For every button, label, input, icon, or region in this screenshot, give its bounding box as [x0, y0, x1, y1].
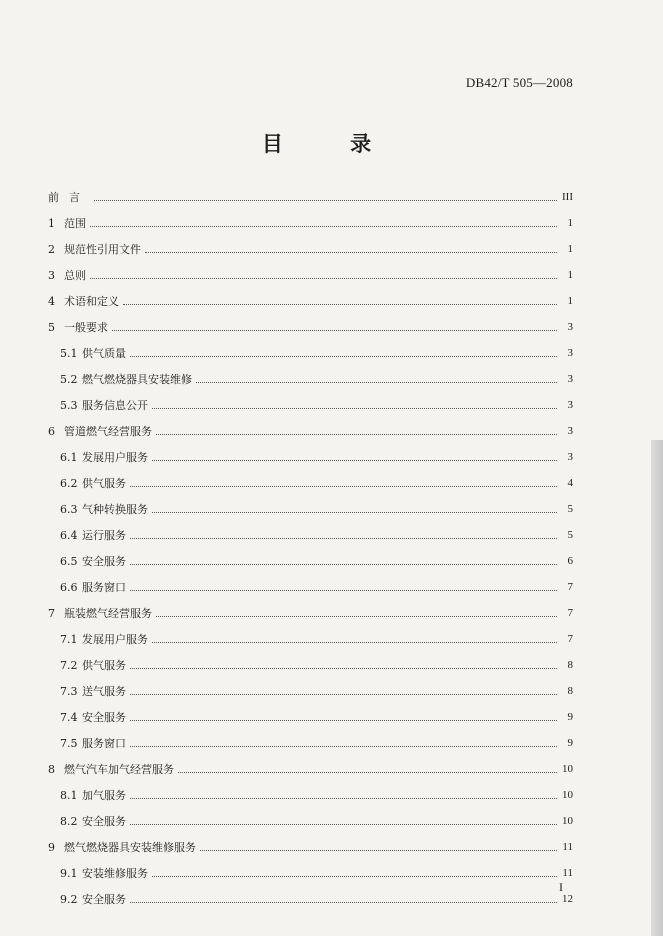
toc-entry-number: 7.5	[60, 736, 78, 750]
toc-leader-dots	[90, 225, 557, 227]
toc-entry-label: 服务信息公开	[82, 399, 148, 412]
toc-entry-label: 总则	[64, 269, 86, 282]
toc-entry-number: 5.3	[60, 398, 78, 412]
toc-entry-label: 供气质量	[82, 347, 126, 360]
toc-entry-number: 9.1	[60, 866, 78, 880]
toc-entry-page: 3	[567, 373, 573, 385]
toc-entry[interactable]	[48, 652, 573, 678]
toc-entry[interactable]	[48, 626, 573, 652]
toc-entry-page: 4	[567, 477, 573, 489]
toc-entry-label: 燃气燃烧器具安装维修	[82, 373, 192, 386]
toc-leader-dots	[152, 875, 557, 877]
toc-leader-dots	[130, 589, 557, 591]
toc-entry[interactable]	[48, 236, 573, 262]
toc-entry[interactable]	[48, 288, 573, 314]
toc-entry-number: 7.3	[60, 684, 78, 698]
toc-entry-page: 8	[567, 659, 573, 671]
toc-leader-dots	[145, 251, 557, 253]
toc-entry-number: 7	[48, 606, 55, 620]
toc-leader-dots	[152, 407, 557, 409]
toc-leader-dots	[130, 823, 557, 825]
toc-entry-page: 3	[567, 321, 573, 333]
toc-entry-label: 术语和定义	[64, 295, 119, 308]
toc-leader-dots	[152, 641, 557, 643]
toc-entry[interactable]	[48, 678, 573, 704]
toc-leader-dots	[130, 537, 557, 539]
toc-entry-number: 5	[48, 320, 55, 334]
toc-entry-number: 8.2	[60, 814, 78, 828]
toc-leader-dots	[156, 433, 557, 435]
toc-entry[interactable]	[48, 262, 573, 288]
toc-leader-dots	[130, 485, 557, 487]
toc-entry-page: 7	[567, 607, 573, 619]
toc-entry-number: 5.2	[60, 372, 78, 386]
toc-entry-label: 一般要求	[64, 321, 108, 334]
toc-entry-page: 3	[567, 347, 573, 359]
toc-entry-label: 规范性引用文件	[64, 243, 141, 256]
toc-entry[interactable]	[48, 730, 573, 756]
toc-title: 目 录	[261, 132, 402, 156]
toc-leader-dots	[152, 511, 557, 513]
toc-leader-dots	[152, 459, 557, 461]
toc-leader-dots	[130, 667, 557, 669]
toc-entry-page: 11	[562, 867, 573, 879]
toc-entry-label: 安装维修服务	[82, 867, 148, 880]
toc-entry-number: 4	[48, 294, 55, 308]
toc-entry[interactable]	[48, 886, 573, 912]
toc-entry-page: 11	[562, 841, 573, 853]
toc-entry[interactable]	[48, 496, 573, 522]
toc-entry-number: 6.5	[60, 554, 78, 568]
toc-entry-number: 9	[48, 840, 55, 854]
toc-entry-page: 5	[567, 503, 573, 515]
toc-entry-number: 8.1	[60, 788, 78, 802]
toc-leader-dots	[130, 745, 557, 747]
toc-entry-page: 1	[567, 243, 573, 255]
toc-entry[interactable]	[48, 366, 573, 392]
toc-entry-number: 3	[48, 268, 55, 282]
toc-entry-label: 安全服务	[82, 893, 126, 906]
toc-entry-number: 6.4	[60, 528, 78, 542]
toc-entry-number: 9.2	[60, 892, 78, 906]
toc-entry-page: 9	[567, 711, 573, 723]
toc-entry[interactable]	[48, 340, 573, 366]
page-number: I	[559, 880, 563, 894]
toc-entry-page: 7	[567, 633, 573, 645]
toc-entry-label: 服务窗口	[82, 581, 126, 594]
toc-entry-number: 7.2	[60, 658, 78, 672]
toc-entry-label: 发展用户服务	[82, 633, 148, 646]
toc-entry-number: 6.1	[60, 450, 78, 464]
toc-entry[interactable]	[48, 418, 573, 444]
toc-entry-number: 6.6	[60, 580, 78, 594]
toc-leader-dots	[130, 563, 557, 565]
toc-leader-dots	[94, 199, 557, 201]
toc-leader-dots	[90, 277, 557, 279]
toc-leader-dots	[130, 355, 557, 357]
toc-entry-page: 8	[567, 685, 573, 697]
toc-entry[interactable]	[48, 704, 573, 730]
toc-entry-label: 安全服务	[82, 815, 126, 828]
toc-entry[interactable]	[48, 184, 573, 210]
toc-entry[interactable]	[48, 600, 573, 626]
toc-entry-number: 7.4	[60, 710, 78, 724]
toc-leader-dots	[130, 693, 557, 695]
toc-entry-label: 发展用户服务	[82, 451, 148, 464]
toc-entry[interactable]	[48, 444, 573, 470]
toc-entry-number: 6.3	[60, 502, 78, 516]
toc-entry-label: 燃气汽车加气经营服务	[64, 763, 174, 776]
toc-entry-page: III	[562, 191, 573, 203]
toc-entry-page: 3	[567, 425, 573, 437]
toc-entry-number: 2	[48, 242, 55, 256]
toc-entry-page: 3	[567, 399, 573, 411]
toc-entry-label: 安全服务	[82, 711, 126, 724]
toc-leader-dots	[130, 797, 557, 799]
toc-leader-dots	[200, 849, 557, 851]
toc-entry[interactable]	[48, 782, 573, 808]
toc-entry-number: 8	[48, 762, 55, 776]
toc-leader-dots	[196, 381, 557, 383]
standard-code: DB42/T 505—2008	[465, 75, 573, 90]
toc-leader-dots	[123, 303, 557, 305]
toc-entry[interactable]	[48, 392, 573, 418]
toc-entry[interactable]	[48, 756, 573, 782]
toc-entry-number: 7.1	[60, 632, 78, 646]
toc-entry[interactable]	[48, 548, 573, 574]
toc-entry-page: 12	[562, 893, 573, 905]
toc-entry-page: 5	[567, 529, 573, 541]
toc-entry-label: 管道燃气经营服务	[64, 425, 152, 438]
toc-entry-label: 服务窗口	[82, 737, 126, 750]
toc-leader-dots	[112, 329, 557, 331]
toc-entry[interactable]	[48, 210, 573, 236]
toc-entry-number: 5.1	[60, 346, 78, 360]
toc-entry-label: 送气服务	[82, 685, 126, 698]
toc-entry-page: 6	[567, 555, 573, 567]
toc-entry-number: 6.2	[60, 476, 78, 490]
toc-entry-label: 安全服务	[82, 555, 126, 568]
scroll-edge	[651, 440, 663, 936]
toc-entry[interactable]	[48, 314, 573, 340]
toc-entry-page: 1	[567, 295, 573, 307]
toc-entry-page: 1	[567, 269, 573, 281]
toc-entry-label: 瓶装燃气经营服务	[64, 607, 152, 620]
toc-entry-label: 加气服务	[82, 789, 126, 802]
toc-entry-page: 3	[567, 451, 573, 463]
toc-leader-dots	[156, 615, 557, 617]
toc-entry-label: 前言	[48, 191, 90, 204]
toc-entry[interactable]	[48, 860, 573, 886]
table-of-contents	[48, 184, 573, 912]
toc-entry-page: 10	[562, 789, 573, 801]
toc-entry-page: 10	[562, 815, 573, 827]
toc-entry-label: 供气服务	[82, 477, 126, 490]
toc-entry[interactable]	[48, 834, 573, 860]
toc-entry-page: 10	[562, 763, 573, 775]
toc-entry-label: 范围	[64, 217, 86, 230]
toc-entry-page: 1	[567, 217, 573, 229]
toc-entry-page: 9	[567, 737, 573, 749]
toc-leader-dots	[178, 771, 557, 773]
toc-entry-label: 燃气燃烧器具安装维修服务	[64, 841, 196, 854]
toc-entry-number: 6	[48, 424, 55, 438]
toc-entry-label: 气种转换服务	[82, 503, 148, 516]
toc-entry-page: 7	[567, 581, 573, 593]
toc-entry[interactable]	[48, 574, 573, 600]
toc-entry[interactable]	[48, 522, 573, 548]
toc-entry-number: 1	[48, 216, 55, 230]
toc-leader-dots	[130, 719, 557, 721]
toc-entry[interactable]	[48, 470, 573, 496]
toc-entry-label: 运行服务	[82, 529, 126, 542]
toc-entry[interactable]	[48, 808, 573, 834]
toc-entry-label: 供气服务	[82, 659, 126, 672]
toc-leader-dots	[130, 901, 557, 903]
